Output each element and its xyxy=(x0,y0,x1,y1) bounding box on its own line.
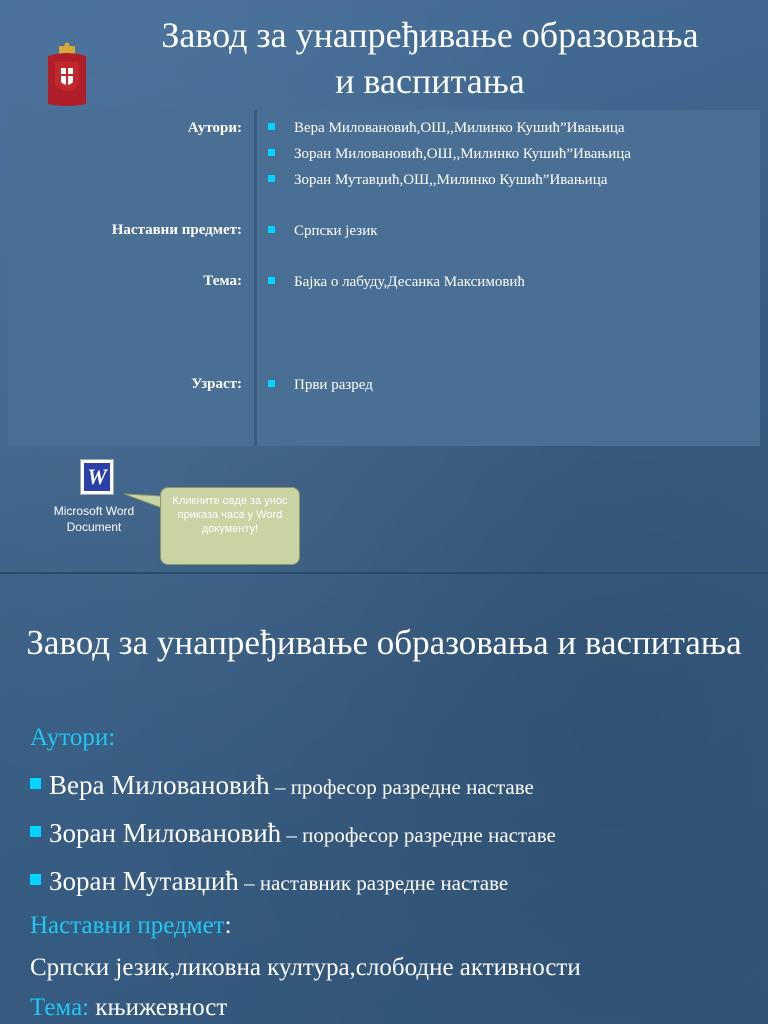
bullet-icon xyxy=(30,826,41,837)
list-subject xyxy=(266,218,378,244)
table-column-divider xyxy=(254,110,257,446)
list-authors xyxy=(266,115,631,193)
callout-tooltip xyxy=(160,487,300,565)
author-name: Зоран Мутавџић xyxy=(49,866,239,896)
word-letter: W xyxy=(84,463,110,491)
author-role: – порофесор разредне наставе xyxy=(281,823,556,847)
bullet-icon xyxy=(268,277,275,284)
author-item xyxy=(30,770,534,801)
bullet-icon xyxy=(268,175,275,182)
bullet-icon xyxy=(268,380,275,387)
author-item xyxy=(30,866,508,897)
caption-line: Microsoft Word xyxy=(53,504,135,518)
word-document-icon[interactable] xyxy=(80,459,114,495)
author-name: Зоран Миловановић xyxy=(49,818,282,848)
list-item xyxy=(266,218,378,244)
list-item xyxy=(266,141,631,167)
list-item xyxy=(266,372,373,398)
subject-heading: Наставни предмет xyxy=(30,912,225,939)
bullet-icon xyxy=(30,778,41,789)
topic-text: Бајка о лабуду,Десанка Максимовић xyxy=(294,274,525,290)
list-item xyxy=(266,269,525,295)
bullet-icon xyxy=(268,123,275,130)
caption-line: Document xyxy=(66,520,122,534)
author-item xyxy=(30,818,556,849)
author-name: Вера Миловановић xyxy=(49,770,270,800)
serbian-coat-of-arms-icon xyxy=(46,42,88,108)
topic-line xyxy=(30,994,227,1022)
list-topic xyxy=(266,269,525,295)
label-authors: Аутори: xyxy=(187,120,242,136)
slide-2-title: Завод за унапређивање образовања и васпитања xyxy=(26,623,742,662)
topic-value: књижевност xyxy=(89,994,228,1021)
author-role: – професор разредне наставе xyxy=(269,775,534,799)
age-text: Први разред xyxy=(294,377,373,393)
bullet-icon xyxy=(268,226,275,233)
list-item xyxy=(266,167,631,193)
label-subject: Наставни предмет: xyxy=(111,222,242,238)
author-text: Зоран Миловановић,ОШ,,Милинко Кушић”Ивањица xyxy=(294,146,631,162)
list-item xyxy=(266,115,631,141)
subject-colon: : xyxy=(224,912,232,939)
subject-text: Српски језик xyxy=(294,223,378,239)
list-age xyxy=(266,372,373,398)
bullet-icon xyxy=(268,149,275,156)
bullet-icon xyxy=(30,874,41,885)
subject-heading-line xyxy=(30,912,232,940)
author-text: Зоран Мутавџић,ОШ,,Милинко Кушић”Ивањица xyxy=(294,172,608,188)
label-topic: Тема: xyxy=(203,273,242,289)
callout-tail-icon xyxy=(124,490,164,510)
author-text: Вера Миловановић,ОШ,,Милинко Кушић”Ивањица xyxy=(294,120,625,136)
topic-heading: Тема: xyxy=(30,994,90,1021)
authors-heading: Аутори: xyxy=(30,724,116,751)
subject-value: Српски језик,ликовна култура,слободне активности xyxy=(30,954,581,981)
callout-text: Кликните овде за унос приказа часа у Word документу! xyxy=(172,495,288,535)
author-role: – наставник разредне наставе xyxy=(238,871,509,895)
page-title: Завод за унапређивање образовања и васпитања xyxy=(161,15,699,101)
label-age: Узраст: xyxy=(191,376,242,392)
slide-2 xyxy=(0,574,768,1024)
